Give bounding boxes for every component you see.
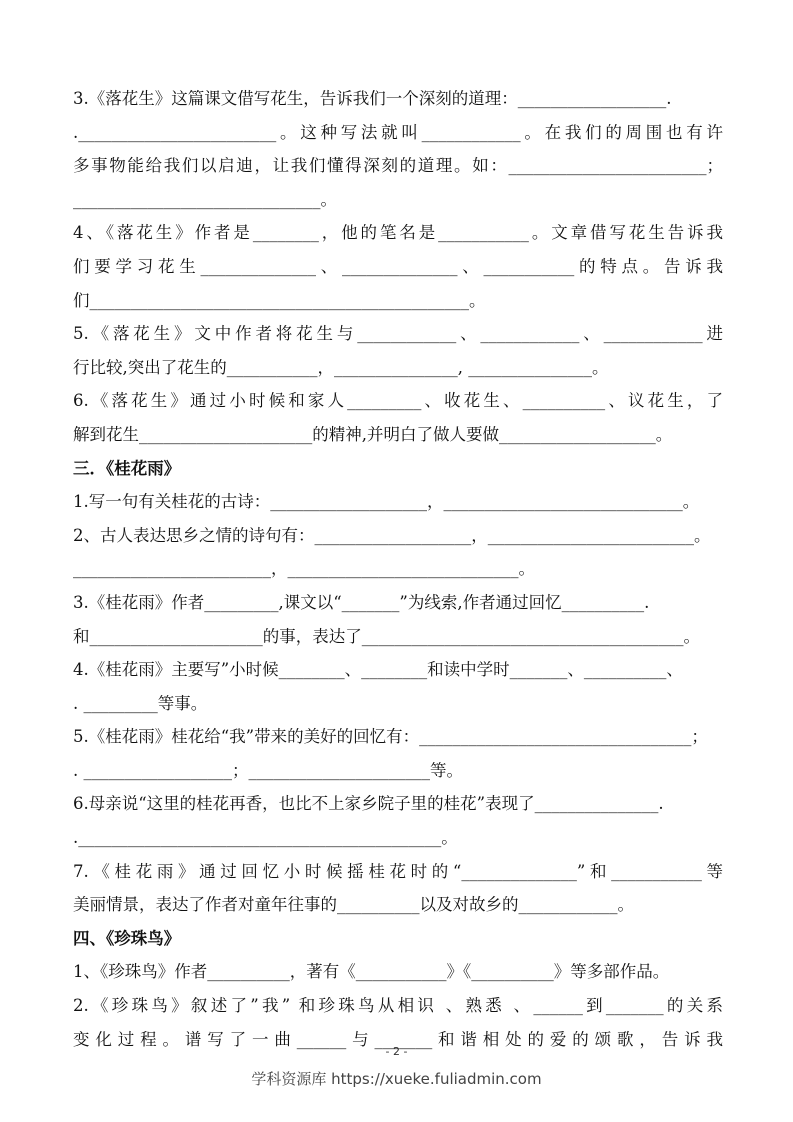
text-line: .________________________。这种写法就叫____________。在我们的周围也有许 (73, 122, 723, 142)
text-line: . __________________；______________________等。 (73, 760, 463, 780)
text-line: 3.《桂花雨》作者_________,课文以“_______”为线索,作者通过回忆__________. (73, 592, 650, 612)
text-line: . _________等事。 (73, 693, 208, 713)
text-line: 5.《落花生》文中作者将花生与____________、____________、____________进 (73, 324, 723, 344)
text-line: 和_____________________的事，表达了_______________________________________。 (73, 626, 700, 646)
text-line: 4.《桂花雨》主要写”小时候________、________和读中学时_______、__________、 (73, 660, 683, 680)
section-heading: 三．《桂花雨》 (73, 458, 181, 478)
text-line: 变化过程。谱写了一曲______与_______和谐相处的爱的颂歌，告诉我 (73, 1029, 723, 1049)
text-line: 6.《落花生》通过小时候和家人_________、收花生、__________、议花生，了 (73, 391, 723, 411)
text-line: 多事物能给我们以启迪，让我们懂得深刻的道理。如：________________________； (73, 156, 723, 176)
text-line: 2、古人表达思乡之情的诗句有：___________________，_________________________。 (73, 525, 711, 545)
text-line: 行比较,突出了花生的___________，_______________, _______________。 (73, 357, 609, 377)
text-line: 1、《珍珠鸟》作者__________，著有《___________》《__________》等多部作品。 (73, 962, 670, 982)
text-line: 们______________________________________________。 (73, 290, 486, 310)
page-number: - 2 - (385, 1045, 408, 1058)
text-line: ________________________，____________________________。 (73, 559, 535, 579)
text-line: 6.母亲说“这里的桂花再香，也比不上家乡院子里的桂花”表现了_______________. (73, 794, 664, 814)
worksheet-content (73, 82, 723, 1056)
text-line: 1.写一句有关桂花的古诗：___________________，_____________________________。 (73, 492, 700, 512)
text-line: 2.《珍珠鸟》叙述了”我” 和珍珠鸟从相识 、熟悉 、______到_______的关系 (73, 996, 723, 1016)
text-line: 4、《落花生》作者是________，他的笔名是___________。文章借写花生告诉我 (73, 223, 723, 243)
section-heading: 四、《珍珠鸟》 (73, 928, 181, 948)
text-line: 解到花生_____________________的精神,并明白了做人要做___________________。 (73, 424, 673, 444)
text-line: 5.《桂花雨》桂花给“我”带来的美好的回忆有：_________________________________； (73, 727, 708, 747)
footer-watermark: 学科资源库 https://xueke.fuliadmin.com (251, 1070, 542, 1088)
text-line: 美丽情景，表达了作者对童年往事的__________以及对故乡的____________。 (73, 895, 634, 915)
text-line: .____________________________________________。 (73, 828, 458, 848)
text-line: 们要学习花生______________、______________、___________的特点。告诉我 (73, 256, 723, 276)
text-line: 3.《落花生》这篇课文借写花生，告诉我们一个深刻的道理：__________________. (73, 89, 672, 108)
text-line: 7.《桂花雨》通过回忆小时候摇桂花时的“______________”和___________等 (73, 861, 723, 881)
text-line: ______________________________。 (73, 189, 337, 209)
